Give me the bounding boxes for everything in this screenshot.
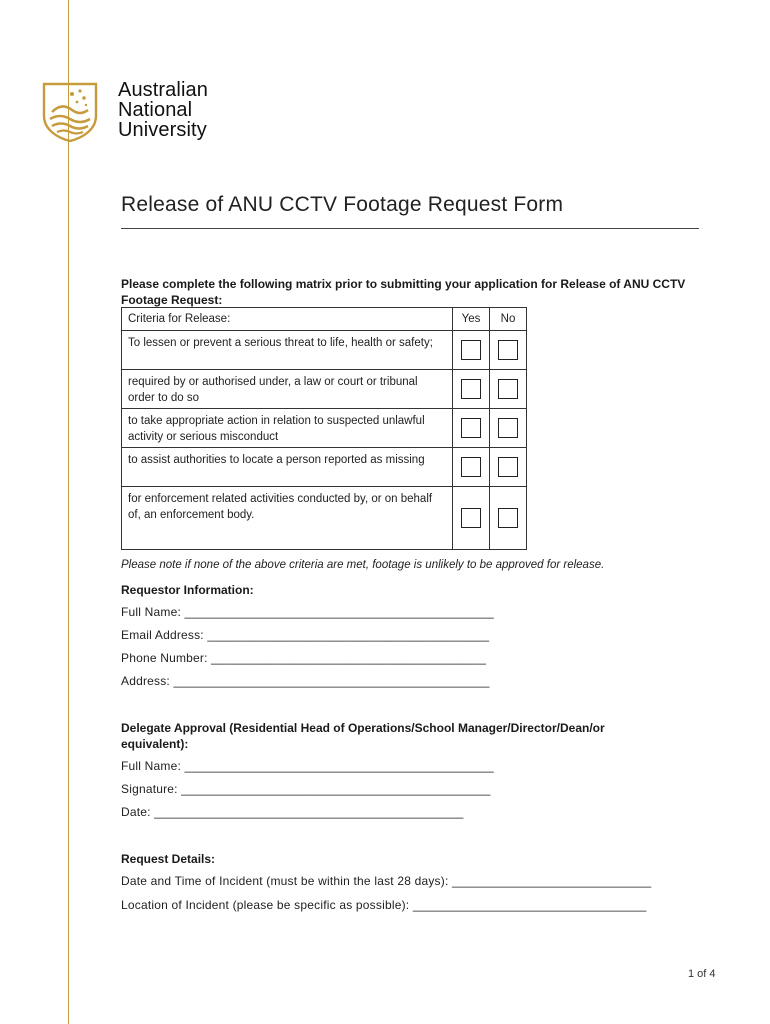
criteria-text: to assist authorities to locate a person reported as missing [122, 448, 453, 487]
table-row [122, 409, 527, 448]
criteria-text: to take appropriate action in relation to suspected unlawful activity or serious misconduct [122, 409, 453, 448]
document-title: Release of ANU CCTV Footage Request Form [121, 193, 564, 216]
criteria-text: for enforcement related activities conducted by, or on behalf of, an enforcement body. [122, 487, 453, 550]
no-checkbox[interactable] [498, 379, 518, 399]
criteria-text: required by or authorised under, a law or court or tribunal order to do so [122, 370, 453, 409]
delegate-full-name-field[interactable]: Full Name: _____________________________________________ [121, 759, 494, 773]
wordmark-line-3: University [118, 119, 207, 141]
requestor-heading: Requestor Information: [121, 583, 254, 597]
margin-rule [68, 0, 69, 1024]
no-checkbox[interactable] [498, 418, 518, 438]
no-checkbox[interactable] [498, 340, 518, 360]
requestor-phone-field[interactable]: Phone Number: ________________________________________ [121, 651, 487, 665]
requestor-email-field[interactable]: Email Address: _________________________________________ [121, 628, 490, 642]
no-checkbox[interactable] [498, 508, 518, 528]
intro-instructions: Please complete the following matrix prior to submitting your application for Release of ANU CCTV Footage Request: [121, 277, 686, 307]
requestor-address-field[interactable]: Address: ______________________________________________ [121, 674, 490, 688]
wordmark-line-1: Australian [118, 79, 208, 101]
criteria-header: Criteria for Release: [122, 308, 453, 331]
yes-checkbox[interactable] [461, 418, 481, 438]
yes-checkbox[interactable] [461, 508, 481, 528]
table-row [122, 487, 527, 550]
matrix-header-row [122, 308, 527, 331]
incident-datetime-field[interactable]: Date and Time of Incident (must be within the last 28 days): _____________________________ [121, 874, 652, 888]
delegate-signature-field[interactable]: Signature: _____________________________________________ [121, 782, 491, 796]
page-number: 1 of 4 [688, 968, 716, 980]
wordmark-line-2: National [118, 99, 193, 121]
criteria-matrix [121, 307, 527, 550]
yes-checkbox[interactable] [461, 379, 481, 399]
yes-checkbox[interactable] [461, 457, 481, 477]
requestor-full-name-field[interactable]: Full Name: _____________________________________________ [121, 605, 494, 619]
criteria-text: To lessen or prevent a serious threat to life, health or safety; [122, 331, 453, 370]
no-header: No [490, 308, 527, 331]
no-checkbox[interactable] [498, 457, 518, 477]
delegate-date-field[interactable]: Date: _____________________________________________ [121, 805, 464, 819]
anu-crest-icon [42, 82, 98, 142]
anu-logo [42, 80, 232, 144]
incident-location-field[interactable]: Location of Incident (please be specific as possible): __________________________________ [121, 898, 647, 912]
criteria-note: Please note if none of the above criteria are met, footage is unlikely to be approved for release. [121, 559, 605, 571]
request-details-heading: Request Details: [121, 852, 216, 866]
table-row [122, 331, 527, 370]
title-divider [121, 228, 699, 229]
delegate-heading: Delegate Approval (Residential Head of Operations/School Manager/Director/Dean/or equivalent): [121, 721, 605, 751]
anu-wordmark [118, 80, 208, 140]
table-row [122, 448, 527, 487]
yes-header: Yes [453, 308, 490, 331]
yes-checkbox[interactable] [461, 340, 481, 360]
table-row [122, 370, 527, 409]
